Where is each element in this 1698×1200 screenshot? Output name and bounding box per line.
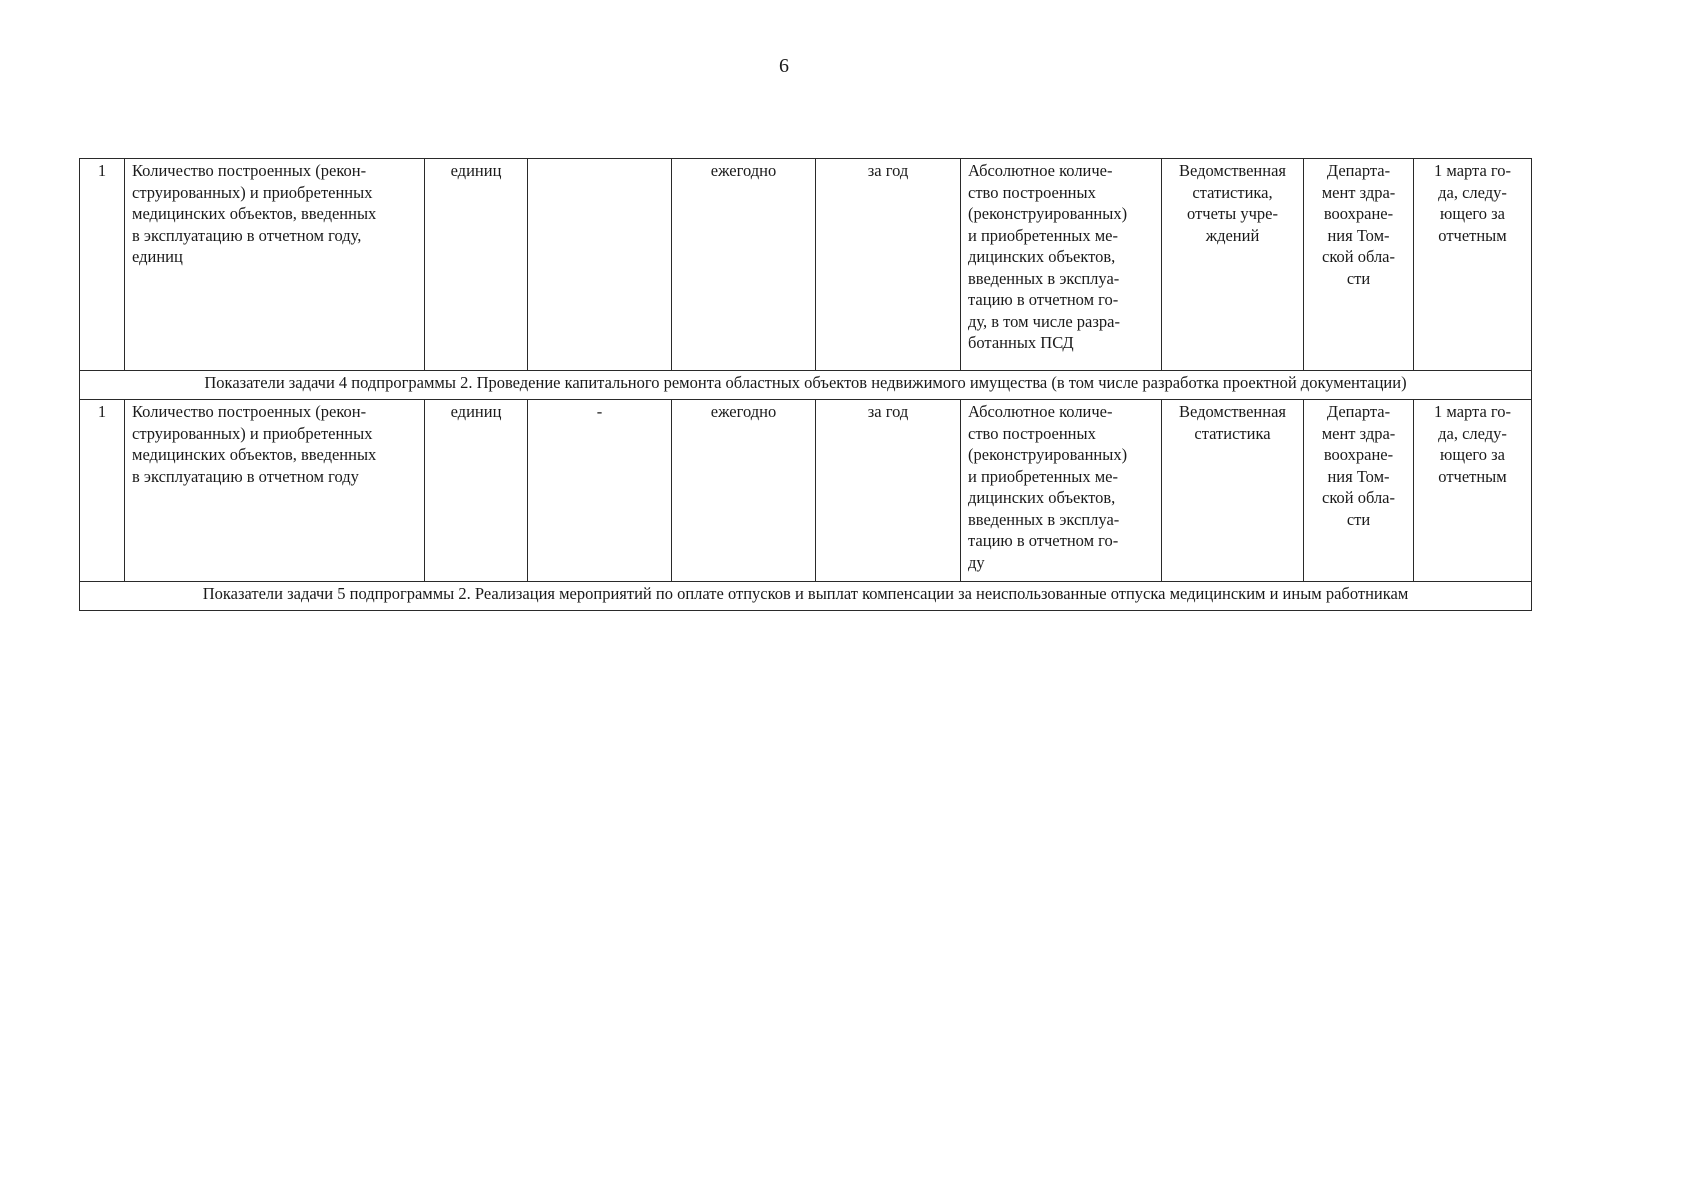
responsible-line: сти [1346, 268, 1371, 288]
deadline-cell [1414, 400, 1532, 582]
deadline-line: 1 марта го- [1433, 402, 1512, 421]
method-line: введенных в эксплуа- [968, 509, 1120, 529]
method-line: (реконструированных) [968, 204, 1128, 223]
section-task-5: Показатели задачи 5 подпрограммы 2. Реализация мероприятий по оплате отпусков и выплат компенсации за неиспользованные отпуска медицинским и иным работникам [80, 582, 1532, 611]
frequency-cell: ежегодно [672, 400, 816, 582]
indicator-name-line: струированных) и приобретенных [132, 423, 373, 443]
method-line: ботанных ПСД [968, 333, 1074, 352]
frequency-cell: ежегодно [672, 159, 816, 371]
responsible-cell [1304, 400, 1414, 582]
section-task-4: Показатели задачи 4 подпрограммы 2. Проведение капитального ремонта областных объектов недвижимого имущества (в том числе разработка проектной документации) [80, 371, 1532, 400]
indicator-name-line: единиц [132, 247, 183, 266]
responsible-line: ской обла- [1322, 488, 1395, 507]
period-cell: за год [816, 400, 961, 582]
method-line: (реконструированных) [968, 445, 1128, 464]
deadline-line: ющего за [1440, 204, 1505, 223]
deadline-cell [1414, 159, 1532, 371]
responsible-line: сти [1346, 509, 1371, 529]
indicator-name-line: в эксплуатацию в отчетном году, [132, 225, 362, 245]
indicators-table [79, 158, 1532, 611]
responsible-line: Департа- [1326, 161, 1391, 180]
unit-cell: единиц [425, 159, 528, 371]
indicator-name-line: медицинских объектов, введенных [132, 445, 377, 464]
source-line: отчеты учре- [1187, 204, 1278, 223]
calculation-method-cell [961, 159, 1162, 371]
source-line: статистика [1194, 423, 1271, 443]
responsible-line: воохране- [1323, 204, 1394, 223]
method-line: и приобретенных ме- [968, 466, 1118, 486]
indicator-name-line: Количество построенных (рекон- [132, 402, 367, 421]
method-line: ство построенных [968, 182, 1096, 202]
table-row [80, 400, 1532, 582]
responsible-line: ния Том- [1327, 466, 1390, 486]
responsible-line: воохране- [1323, 445, 1394, 464]
deadline-line: ющего за [1440, 445, 1505, 464]
responsible-line: мент здра- [1321, 182, 1396, 202]
method-line: и приобретенных ме- [968, 225, 1118, 245]
deadline-line: да, следу- [1438, 423, 1507, 443]
method-line: дицинских объектов, [968, 247, 1116, 266]
indicator-name-cell [125, 400, 425, 582]
source-line: статистика, [1192, 182, 1273, 202]
empty-cell [528, 159, 672, 371]
responsible-line: мент здра- [1321, 423, 1396, 443]
responsible-line: Департа- [1326, 402, 1391, 421]
deadline-line: 1 марта го- [1433, 161, 1512, 180]
data-source-cell [1162, 400, 1304, 582]
method-line: Абсолютное количе- [968, 402, 1113, 421]
indicator-name-line: Количество построенных (рекон- [132, 161, 367, 180]
method-line: введенных в эксплуа- [968, 268, 1120, 288]
deadline-line: да, следу- [1438, 182, 1507, 202]
table-row [80, 159, 1532, 371]
deadline-line: отчетным [1438, 225, 1507, 245]
row-number-cell: 1 [80, 159, 125, 371]
section-header-row [80, 582, 1532, 611]
period-cell: за год [816, 159, 961, 371]
data-source-cell [1162, 159, 1304, 371]
row-number-cell: 1 [80, 400, 125, 582]
method-line: дицинских объектов, [968, 488, 1116, 507]
source-line: Ведомственная [1178, 161, 1286, 180]
source-line: Ведомственная [1178, 402, 1286, 421]
indicator-name-cell [125, 159, 425, 371]
method-line: Абсолютное количе- [968, 161, 1113, 180]
responsible-line: ния Том- [1327, 225, 1390, 245]
deadline-line: отчетным [1438, 466, 1507, 486]
method-line: ду, в том числе разра- [968, 311, 1120, 331]
source-line: ждений [1205, 225, 1260, 245]
responsible-cell [1304, 159, 1414, 371]
method-line: тацию в отчетном го- [968, 531, 1119, 550]
indicator-name-line: струированных) и приобретенных [132, 182, 373, 202]
page-number: 6 [779, 55, 789, 77]
indicator-name-line: медицинских объектов, введенных [132, 204, 377, 223]
responsible-line: ской обла- [1322, 247, 1395, 266]
method-line: тацию в отчетном го- [968, 290, 1119, 309]
indicator-name-line: в эксплуатацию в отчетном году [132, 466, 359, 486]
method-line: ство построенных [968, 423, 1096, 443]
section-header-row [80, 371, 1532, 400]
dash-cell: - [528, 400, 672, 582]
method-line: ду [968, 552, 985, 572]
calculation-method-cell [961, 400, 1162, 582]
unit-cell: единиц [425, 400, 528, 582]
